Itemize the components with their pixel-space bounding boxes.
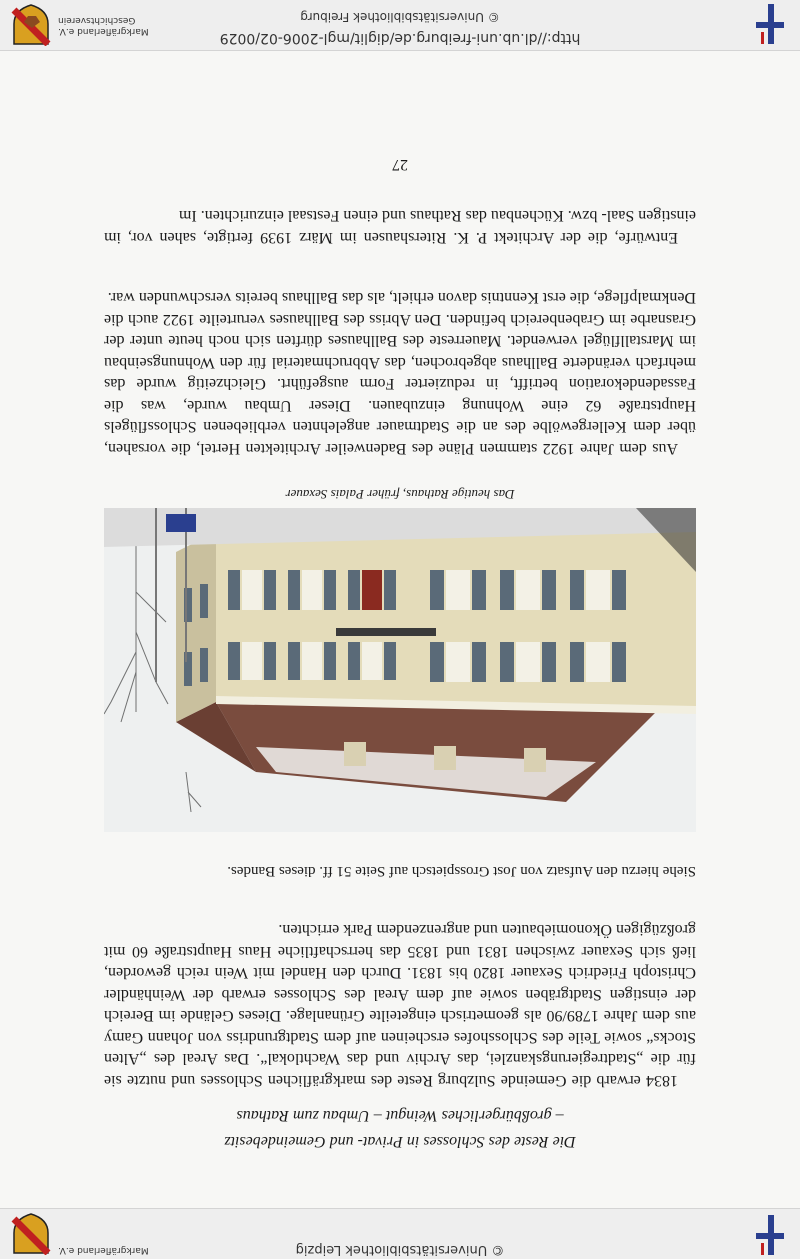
library-credit: © Universitätsbibliothek Leipzig xyxy=(295,1242,505,1257)
library-banner-leipzig xyxy=(0,1208,800,1259)
section-heading-line-2: – großbürgerliches Weingut – Umbau zum Rathaus xyxy=(236,1107,564,1124)
library-logo-icon xyxy=(750,1215,790,1255)
digitized-url[interactable]: http://dl.ub.uni-freiburg.de/diglit/mgl-2006-02/0029 xyxy=(219,30,581,46)
footnote: Siehe hierzu den Aufsatz von Jost Grosspietsch auf Seite 51 ff. dieses Bandes. xyxy=(227,863,696,879)
library-logo-icon xyxy=(750,4,790,44)
photo-town-hall xyxy=(104,508,696,832)
library-credit: © Universitätsbibliothek Freiburg xyxy=(300,10,500,24)
photo-caption: Das heutige Rathaus, früher Palais Sexauer xyxy=(285,487,515,502)
paragraph-3: Entwürfe, die der Architekt P. K. Ritershausen im März 1939 fertigte, sahen vor, im einstigen Saal- bzw. Küchenbau das Rathaus und einen Festsaal einzurichten. Im xyxy=(104,207,696,246)
society-coat-of-arms-icon xyxy=(10,1213,52,1255)
library-banner-freiburg xyxy=(0,0,800,51)
paragraph-1: 1834 erwarb die Gemeinde Sulzburg Reste des markgräflichen Schlosses und nutzte sie für die „Stadtregierungskanzlei, das Archiv und das Wachtlokal“. Das Areal des „Alten Stocks“ sowie Teile des Schlosshofes erscheinen auf dem Stadtgrundriss von Johann Gamy aus dem Jahre 1789/90 als geometrisch eingeteilte Grünanlage. Dieses Gelände im Bereich der einstigen Stadtgräben sowie auf dem Areal des Schlosses erwarb der Weinhändler Christoph Friedrich Sexauer 1820 bis 1831. Durch den Handel mit Wein reich geworden, ließ sich Sexauer zwischen 1831 und 1835 das herrschaftliche Haus Hauptstraße 60 mit großzügigen Ökonomiebauten und angrenzendem Park errichten. xyxy=(104,921,696,1089)
society-coat-of-arms-icon xyxy=(10,4,52,46)
section-heading-line-1: Die Reste des Schlosses in Privat- und Gemeindebesitz xyxy=(224,1133,576,1150)
society-name: Markgräflerland e.V. Geschichtsverein xyxy=(58,15,149,36)
paragraph-2: Aus dem Jahre 1922 stammen Pläne des Badenweiler Architekten Hertel, die vorsahen, über dem Kellergewölbe des an die Stadtmauer angelehnten verbliebenen Schlossflügels Hauptstraße 62 eine Wohnung einzubauen. Dieser Umbau wurde, was die Fassadendekoration betrifft, in reduzierter Form ausgeführt. Gleichzeitig wurde das mehrfach veränderte Ballhaus abgebrochen, das Abbruchmaterial für den Wohnungseinbau im Marstallflügel verwendet. Mauerreste des Ballhauses dürften sich noch heute unter der Grasnarbe im Grabenbereich befinden. Den Abriss des Ballhauses verurteilte 1922 auch die Denkmalpflege, die erst Kenntnis davon erhielt, als das Ballhaus bereits verschwunden war. xyxy=(104,289,696,457)
building-illustration xyxy=(104,508,696,832)
page-number: 27 xyxy=(392,156,408,173)
society-name: Markgräflerland e.V. xyxy=(58,1245,149,1255)
